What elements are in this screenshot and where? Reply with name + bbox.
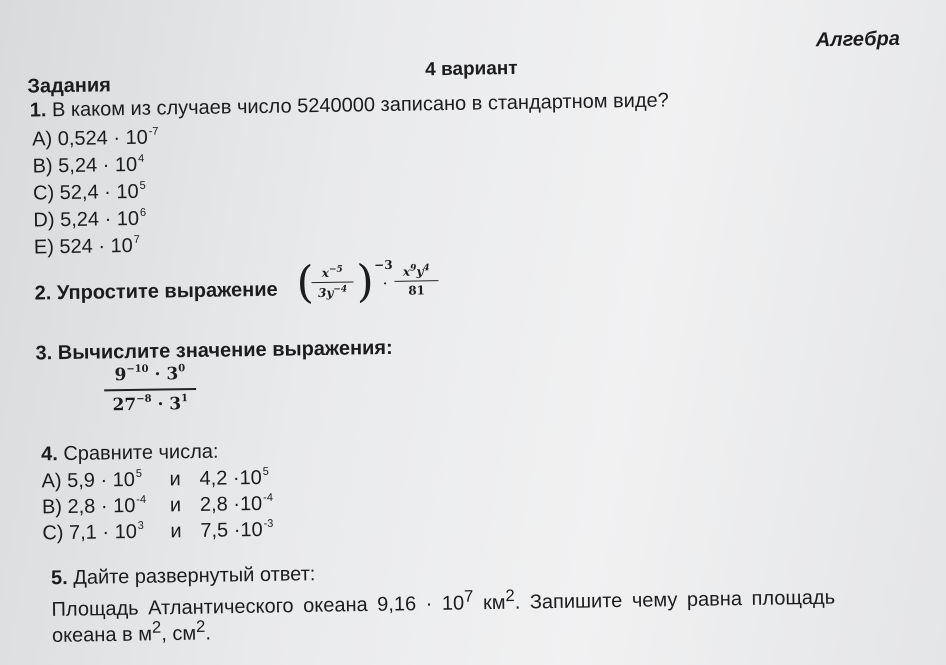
q4-left: [42, 493, 170, 519]
q5-line2-a: океана в м: [51, 623, 153, 647]
right-num-y-exp: 4: [423, 263, 430, 274]
q5-line1-exp: 7: [463, 586, 474, 606]
inner-den-exp: −4: [333, 284, 348, 295]
q1-option-e: [34, 234, 140, 260]
inner-numerator: [311, 264, 353, 280]
q4-and: и: [169, 468, 181, 491]
q5-line1-unit: км: [482, 591, 506, 615]
question-5-line-2: [52, 617, 211, 648]
q4-left: [41, 467, 169, 493]
q3-dot-bottom: ·: [157, 394, 164, 415]
q3-fraction-bar: [104, 388, 196, 391]
q3-num-a: 9: [114, 365, 127, 386]
q3-den-b-exp: 1: [181, 393, 189, 405]
q1-option-c: [33, 180, 146, 206]
question-5-text: Дайте развернутый ответ:: [73, 563, 316, 589]
q4-and: и: [170, 520, 182, 543]
q4-right-exp: 5: [262, 465, 269, 478]
tasks-heading: Задания: [27, 74, 112, 98]
q4-right-exp: -4: [263, 491, 273, 504]
q4-row-b: [42, 492, 273, 520]
q3-num-b-exp: 0: [178, 363, 186, 375]
q4-left-base: B) 2,8 · 10: [41, 494, 136, 519]
q3-den-a-exp: −8: [136, 393, 152, 405]
option-base: D) 5,24 · 10: [33, 207, 140, 232]
q5-line1-c: . Запишите чему равна площадь: [514, 586, 836, 614]
q3-numerator: [104, 363, 196, 385]
right-num-x: x: [402, 264, 411, 279]
q1-option-d: [33, 207, 146, 233]
right-num-x-exp: 9: [410, 263, 417, 274]
q4-right-exp: -3: [263, 517, 274, 530]
right-numerator: [394, 263, 438, 279]
q5-line2-a-exp: 2: [151, 617, 162, 637]
option-base: E) 524 · 10: [33, 234, 134, 259]
q4-right: [199, 467, 269, 490]
q4-left-exp: 5: [135, 467, 143, 480]
q5-line1-unit-exp: 2: [505, 585, 515, 606]
inner-fraction: [311, 264, 354, 300]
q3-num-a-exp: −10: [126, 363, 149, 376]
q3-denominator: [104, 393, 196, 415]
inner-den-base: 3y: [317, 285, 334, 301]
q5-line2-b: , см: [161, 622, 197, 646]
right-paren: ): [356, 256, 375, 308]
variant-title: 4 вариант: [424, 57, 518, 81]
q4-and: и: [169, 494, 182, 517]
q4-row-a: [41, 466, 269, 494]
q3-den-b: 3: [169, 394, 182, 415]
q4-row-c: [42, 518, 273, 546]
subject-title: Алгебра: [815, 27, 901, 52]
question-4-text: Сравните числа:: [63, 440, 219, 466]
q3-num-b: 3: [166, 364, 179, 385]
question-5: [51, 563, 316, 590]
question-1-text: В каком из случаев число 5240000 записано в стандартном виде?: [51, 89, 669, 122]
q4-right-base: 4,2 ·10: [199, 466, 262, 490]
question-1: [30, 90, 669, 123]
option-base: C) 52,4 · 10: [32, 180, 139, 205]
right-denominator: 81: [408, 283, 426, 298]
option-base: A) 0,524 · 10: [32, 126, 148, 151]
option-exp: 6: [139, 206, 147, 219]
question-5-number: 5.: [50, 567, 68, 590]
multiply-dot: ·: [382, 273, 388, 294]
q4-right: [200, 493, 273, 516]
left-paren: (: [296, 257, 315, 309]
question-1-number: 1.: [29, 99, 47, 122]
q5-line2-b-exp: 2: [195, 616, 206, 636]
q3-dot-top: ·: [154, 364, 161, 385]
q4-left-base: C) 7,1 · 10: [42, 520, 138, 545]
inner-num-exp: −5: [328, 264, 343, 275]
q1-option-a: [32, 126, 159, 152]
q4-left-base: A) 5,9 · 10: [41, 468, 136, 493]
q4-right: [200, 519, 273, 542]
option-exp: 7: [133, 233, 140, 246]
q4-left-exp: 3: [137, 519, 144, 532]
outer-exponent: −3: [374, 257, 393, 273]
inner-num-base: x: [321, 265, 330, 280]
option-exp: 5: [139, 179, 146, 192]
question-2: 2. Упростите выражение: [34, 278, 278, 305]
option-exp: 4: [137, 152, 145, 165]
q3-den-a: 27: [112, 394, 137, 416]
q1-option-b: [32, 153, 144, 179]
q4-right-base: 7,5 ·10: [200, 518, 263, 542]
question-3: 3. Вычислите значение выражения:: [35, 336, 393, 365]
q5-line1-a: Площадь Атлантического океана 9,16 · 10: [51, 592, 465, 621]
right-fraction-bar: [394, 280, 438, 282]
option-exp: -7: [148, 125, 159, 138]
inner-denominator: [312, 284, 354, 300]
q4-left-exp: -4: [136, 493, 147, 506]
right-fraction: [394, 263, 439, 298]
q5-line2-c: .: [205, 622, 212, 645]
q4-left: [42, 519, 170, 545]
right-num-y: y: [416, 264, 424, 279]
question-3-expression: [104, 363, 197, 415]
option-base: B) 5,24 · 10: [32, 153, 138, 178]
question-4-number: 4.: [40, 443, 59, 466]
q4-right-base: 2,8 ·10: [199, 492, 263, 516]
inner-fraction-bar: [311, 281, 353, 283]
question-4: [41, 441, 219, 467]
